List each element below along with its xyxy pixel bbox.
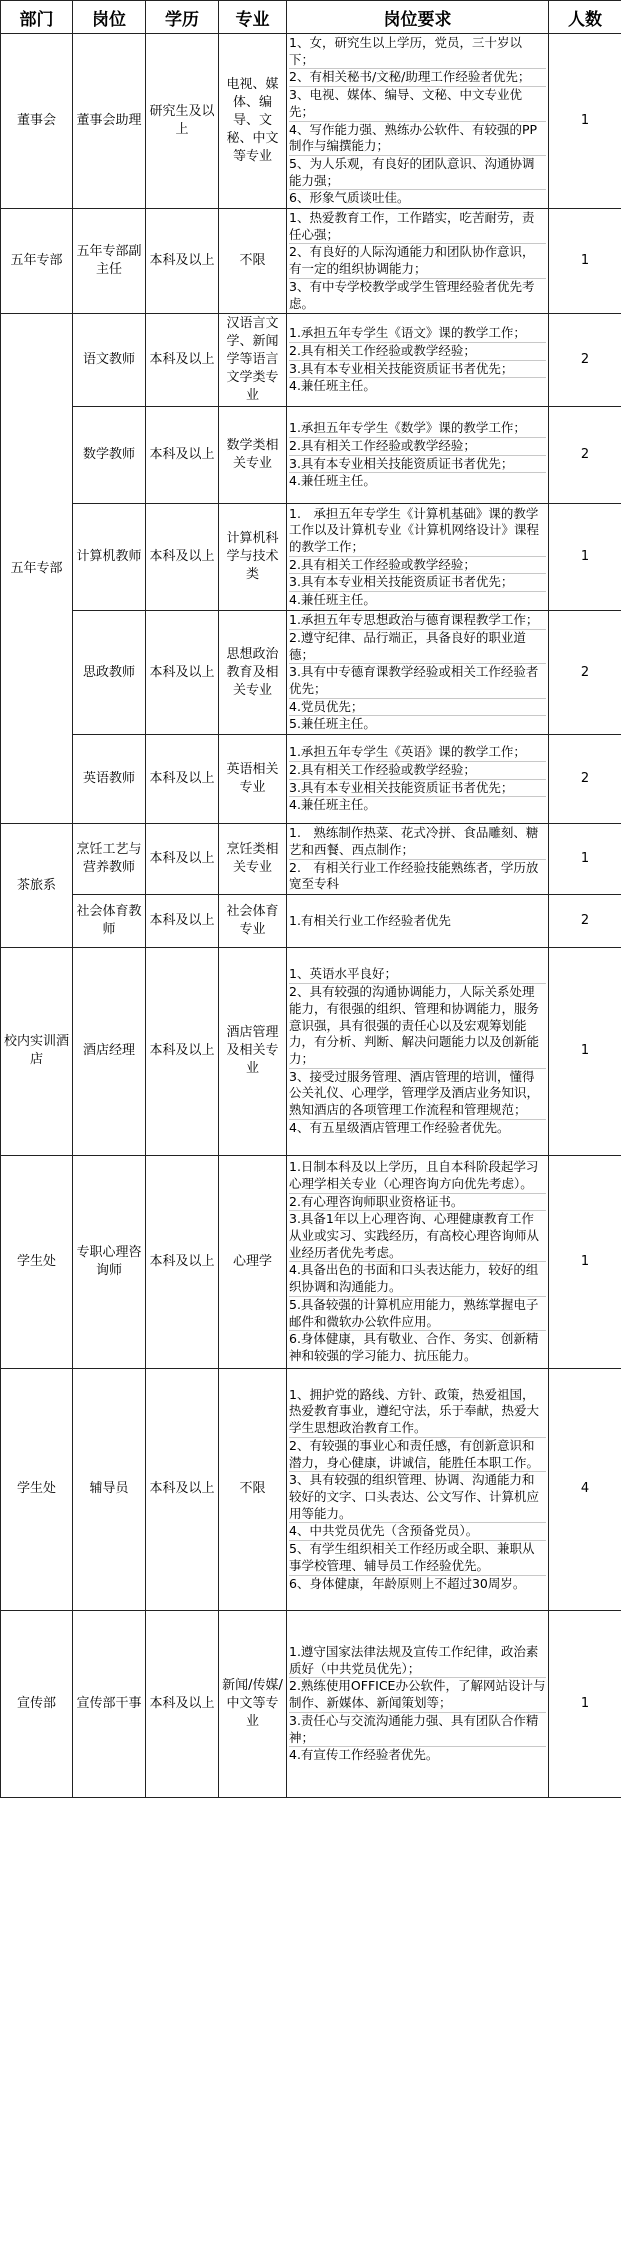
requirements-cell (287, 407, 549, 504)
requirements-cell (287, 1155, 549, 1368)
requirement-line: 1.日制本科及以上学历，且自本科阶段起学习心理学相关专业（心理咨询方向优先考虑）。 (289, 1159, 546, 1193)
requirement-line: 1.承担五年专学生《英语》课的教学工作； (289, 744, 546, 762)
requirements-cell (287, 947, 549, 1155)
requirement-line: 3、有中专学校教学或学生管理经验者优先考虑。 (289, 278, 535, 311)
position-cell: 专职心理咨询师 (73, 1155, 146, 1368)
requirement-line: 5、有学生组织相关工作经历或全职、兼职从事学校管理、辅导员工作经验优先。 (289, 1541, 546, 1575)
count-cell: 1 (549, 209, 621, 314)
header-major: 专业 (219, 1, 287, 34)
requirement-line: 6、形象气质谈吐佳。 (289, 190, 410, 206)
requirement-line: 2、具有较强的沟通协调能力，人际关系处理能力，有很强的组织、管理和协调能力，服务意识强，具有很强的责任心以及宏观筹划能力，有分析、判断、解决问题能力以及创新能力； (289, 984, 546, 1069)
requirement-line: 2. 有相关行业工作经验技能熟练者，学历放宽至专科 (289, 859, 539, 892)
requirement-line: 1、女，研究生以上学历，党员，三十岁以下； (289, 35, 546, 69)
requirement-line: 3、接受过服务管理、酒店管理的培训，懂得公关礼仪、心理学，管理学及酒店业务知识，熟知酒店的各项管理工作流程和管理规范； (289, 1069, 546, 1120)
position-cell: 酒店经理 (73, 947, 146, 1155)
education-cell: 本科及以上 (146, 824, 219, 895)
requirement-line: 1.承担五年专思想政治与德育课程教学工作； (289, 612, 546, 630)
department-cell: 董事会 (1, 34, 73, 209)
major-cell: 心理学 (219, 1155, 287, 1368)
education-cell: 研究生及以上 (146, 34, 219, 209)
requirement-line: 1.遵守国家法律法规及宣传工作纪律，政治素质好（中共党员优先）； (289, 1644, 546, 1678)
requirements-cell (287, 824, 549, 895)
count-cell: 1 (549, 824, 621, 895)
major-cell: 新闻/传媒/中文等专业 (219, 1610, 287, 1797)
major-cell: 社会体育专业 (219, 894, 287, 947)
education-cell: 本科及以上 (146, 209, 219, 314)
requirement-line: 1.承担五年专学生《语文》课的教学工作； (289, 325, 546, 343)
table-row (1, 894, 621, 947)
requirement-line: 2.熟练使用OFFICE办公软件，了解网站设计与制作、新媒体、新闻策划等； (289, 1678, 546, 1712)
requirement-line: 4.兼任班主任。 (289, 473, 376, 489)
requirements-cell (287, 735, 549, 824)
header-count: 人数 (549, 1, 621, 34)
education-cell: 本科及以上 (146, 407, 219, 504)
requirements-cell (287, 1368, 549, 1610)
position-cell: 语文教师 (73, 314, 146, 407)
table-row (1, 1368, 621, 1610)
major-cell: 计算机科学与技术类 (219, 504, 287, 611)
table-row (1, 947, 621, 1155)
header-department: 部门 (1, 1, 73, 34)
requirement-line: 3、电视、媒体、编导、文秘、中文专业优先； (289, 87, 546, 121)
requirement-line: 4.兼任班主任。 (289, 592, 376, 608)
requirement-line: 4.兼任班主任。 (289, 378, 376, 394)
requirement-line: 5.兼任班主任。 (289, 716, 376, 732)
major-cell: 不限 (219, 1368, 287, 1610)
table-row (1, 209, 621, 314)
count-cell: 2 (549, 735, 621, 824)
count-cell: 1 (549, 504, 621, 611)
requirement-line: 5.具备较强的计算机应用能力，熟练掌握电子邮件和微软办公软件应用。 (289, 1297, 546, 1331)
requirement-line: 3.具有中专德育课教学经验或相关工作经验者优先； (289, 664, 546, 698)
header-education: 学历 (146, 1, 219, 34)
position-cell: 五年专部副主任 (73, 209, 146, 314)
position-cell: 宣传部干事 (73, 1610, 146, 1797)
count-cell: 2 (549, 314, 621, 407)
table-row (1, 314, 621, 407)
requirement-line: 1.有相关行业工作经验者优先 (289, 912, 451, 928)
requirement-line: 3.具有本专业相关技能资质证书者优先； (289, 574, 546, 592)
count-cell: 1 (549, 34, 621, 209)
requirements-cell (287, 314, 549, 407)
requirement-line: 2.具有相关工作经验或教学经验； (289, 343, 546, 361)
requirement-line: 1.承担五年专学生《数学》课的教学工作； (289, 420, 546, 438)
table-row (1, 735, 621, 824)
education-cell: 本科及以上 (146, 735, 219, 824)
requirement-line: 3.具备1年以上心理咨询、心理健康教育工作从业或实习、实践经历，有高校心理咨询师从业经历者优先考虑。 (289, 1211, 546, 1262)
count-cell: 2 (549, 894, 621, 947)
major-cell: 思想政治教育及相关专业 (219, 611, 287, 735)
requirement-line: 6.身体健康，具有敬业、合作、务实、创新精神和较强的学习能力、抗压能力。 (289, 1331, 539, 1363)
requirement-line: 3.具有本专业相关技能资质证书者优先； (289, 780, 546, 798)
department-cell: 五年专部 (1, 314, 73, 824)
requirement-line: 3.责任心与交流沟通能力强、具有团队合作精神； (289, 1713, 546, 1747)
education-cell: 本科及以上 (146, 611, 219, 735)
requirement-line: 3.具有本专业相关技能资质证书者优先； (289, 456, 546, 474)
table-row (1, 1610, 621, 1797)
requirement-line: 4.具备出色的书面和口头表达能力，较好的组织协调和沟通能力。 (289, 1262, 546, 1296)
major-cell: 电视、媒体、编导、文秘、中文等专业 (219, 34, 287, 209)
position-cell: 计算机教师 (73, 504, 146, 611)
count-cell: 4 (549, 1368, 621, 1610)
requirement-line: 4.有宣传工作经验者优先。 (289, 1747, 439, 1763)
requirement-line: 2、有良好的人际沟通能力和团队协作意识，有一定的组织协调能力； (289, 244, 546, 278)
requirement-line: 1. 熟练制作热菜、花式冷拼、食品雕刻、糖艺和西餐、西点制作； (289, 825, 546, 859)
department-cell: 五年专部 (1, 209, 73, 314)
requirement-line: 1、热爱教育工作，工作踏实，吃苦耐劳，责任心强； (289, 210, 546, 244)
count-cell: 1 (549, 947, 621, 1155)
position-cell: 英语教师 (73, 735, 146, 824)
requirement-line: 2、有相关秘书/文秘/助理工作经验者优先； (289, 69, 546, 87)
major-cell: 数学类相关专业 (219, 407, 287, 504)
requirements-cell (287, 611, 549, 735)
header-position: 岗位 (73, 1, 146, 34)
department-cell: 学生处 (1, 1155, 73, 1368)
requirement-line: 4、有五星级酒店管理工作经验者优先。 (289, 1119, 510, 1135)
position-cell: 数学教师 (73, 407, 146, 504)
header-requirements: 岗位要求 (287, 1, 549, 34)
department-cell: 茶旅系 (1, 824, 73, 948)
position-cell: 辅导员 (73, 1368, 146, 1610)
requirement-line: 4、中共党员优先（含预备党员）。 (289, 1523, 546, 1541)
requirement-line: 2.遵守纪律、品行端正，具备良好的职业道德； (289, 630, 546, 664)
requirement-line: 2、有较强的事业心和责任感，有创新意识和潜力，身心健康，讲诚信，能胜任本职工作。 (289, 1438, 546, 1472)
requirement-line: 4.党员优先； (289, 699, 546, 717)
requirements-cell (287, 504, 549, 611)
position-cell: 思政教师 (73, 611, 146, 735)
position-cell: 董事会助理 (73, 34, 146, 209)
requirement-line: 6、身体健康，年龄原则上不超过30周岁。 (289, 1575, 526, 1591)
major-cell: 酒店管理及相关专业 (219, 947, 287, 1155)
department-cell: 校内实训酒店 (1, 947, 73, 1155)
education-cell: 本科及以上 (146, 314, 219, 407)
education-cell: 本科及以上 (146, 1155, 219, 1368)
major-cell: 英语相关专业 (219, 735, 287, 824)
requirements-cell (287, 894, 549, 947)
education-cell: 本科及以上 (146, 504, 219, 611)
count-cell: 2 (549, 611, 621, 735)
requirement-line: 2.具有相关工作经验或教学经验； (289, 557, 546, 575)
count-cell: 2 (549, 407, 621, 504)
requirements-cell (287, 34, 549, 209)
department-cell: 宣传部 (1, 1610, 73, 1797)
education-cell: 本科及以上 (146, 1610, 219, 1797)
major-cell: 烹饪类相关专业 (219, 824, 287, 895)
education-cell: 本科及以上 (146, 947, 219, 1155)
requirement-line: 1、拥护党的路线、方针、政策，热爱祖国，热爱教育事业，遵纪守法，乐于奉献，热爱大学生思想政治教育工作。 (289, 1387, 546, 1438)
table-row (1, 34, 621, 209)
count-cell: 1 (549, 1610, 621, 1797)
requirement-line: 4、写作能力强、熟练办公软件、有较强的PP制作与编撰能力； (289, 122, 546, 156)
major-cell: 汉语言文学、新闻学等语言文学类专业 (219, 314, 287, 407)
header-row (1, 1, 621, 34)
requirement-line: 4.兼任班主任。 (289, 797, 376, 813)
requirements-cell (287, 1610, 549, 1797)
requirement-line: 3、具有较强的组织管理、协调、沟通能力和较好的文字、口头表达、公文写作、计算机应用等能力。 (289, 1472, 546, 1523)
requirement-line: 2.具有相关工作经验或教学经验； (289, 438, 546, 456)
table-row (1, 407, 621, 504)
education-cell: 本科及以上 (146, 894, 219, 947)
position-cell: 社会体育教师 (73, 894, 146, 947)
count-cell: 1 (549, 1155, 621, 1368)
requirement-line: 5、为人乐观，有良好的团队意识、沟通协调能力强； (289, 156, 546, 190)
table-row (1, 504, 621, 611)
department-cell: 学生处 (1, 1368, 73, 1610)
position-cell: 烹饪工艺与营养教师 (73, 824, 146, 895)
requirement-line: 1. 承担五年专学生《计算机基础》课的教学工作以及计算机专业《计算机网络设计》课程的教学工作； (289, 506, 546, 557)
table-body (1, 34, 621, 1798)
major-cell: 不限 (219, 209, 287, 314)
table-row (1, 611, 621, 735)
table-row (1, 824, 621, 895)
requirement-line: 2.有心理咨询师职业资格证书。 (289, 1194, 546, 1212)
requirement-line: 3.具有本专业相关技能资质证书者优先； (289, 361, 546, 379)
education-cell: 本科及以上 (146, 1368, 219, 1610)
table-row (1, 1155, 621, 1368)
requirement-line: 1、英语水平良好； (289, 966, 546, 984)
requirements-cell (287, 209, 549, 314)
requirement-line: 2.具有相关工作经验或教学经验； (289, 762, 546, 780)
